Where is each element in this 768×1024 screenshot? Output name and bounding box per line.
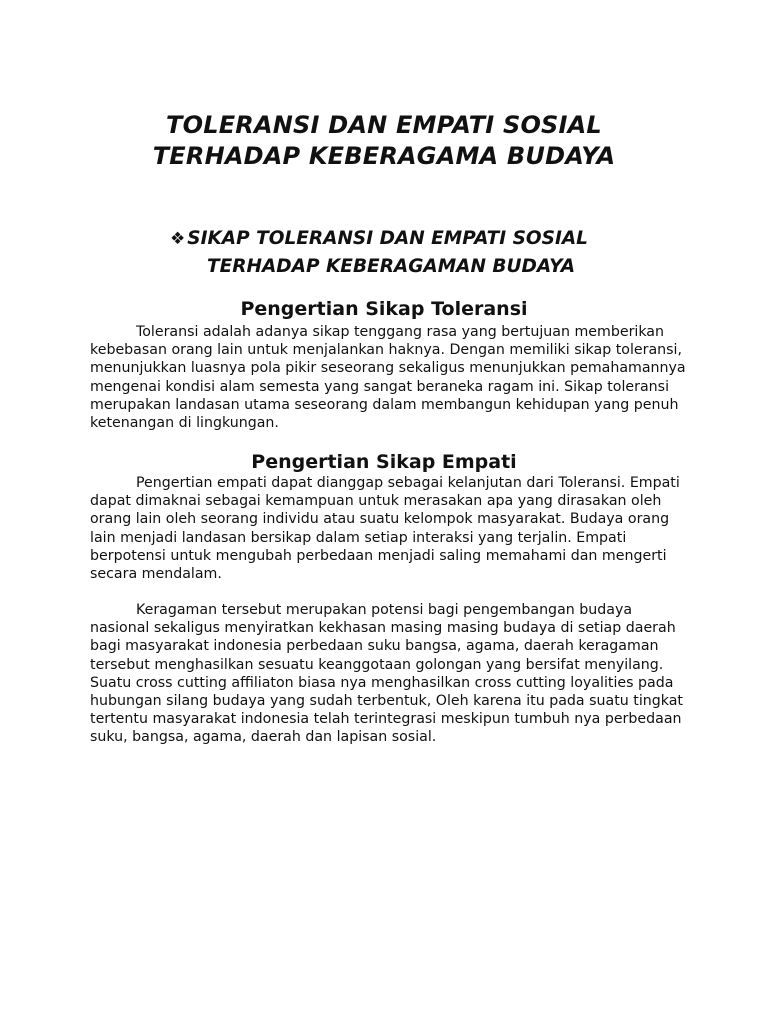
- title-line-1: TOLERANSI DAN EMPATI SOSIAL: [166, 111, 602, 139]
- paragraph: Keragaman tersebut merupakan potensi bagi pengembangan budaya nasional sekaligus menyiratkan kekhasan masing masing budaya di setiap daerah bagi masyarakat indonesia perbedaan suku bangsa, agama, daerah keragaman tersebut menghasilkan sesuatu keanggotaan golongan yang bersifat menyilang. Suatu cross cutting affiliaton biasa nya menghasilkan cross cutting loyalities pada hubungan silang budaya yang sudah terbentuk, Oleh karena itu pada suatu tingkat tertentu masyarakat indonesia telah terintegrasi meskipun tumbuh nya perbedaan suku, bangsa, agama, daerah dan lapisan sosial.: [90, 602, 683, 746]
- section-toleransi-body: [90, 323, 690, 432]
- paragraph: Pengertian empati dapat dianggap sebagai kelanjutan dari Toleransi. Empati dapat dimaknai sebagai kemampuan untuk merasakan apa yang dirasakan oleh orang lain oleh seorang individu atau suatu kelompok masyarakat. Budaya orang lain menjadi landasan bersikap dalam setiap interaksi yang terjalin. Empati berpotensi untuk mengubah perbedaan menjadi saling memahami dan mengerti secara mendalam.: [90, 475, 680, 583]
- document-title: [0, 110, 768, 172]
- subtitle-line-2: TERHADAP KEBERAGAMAN BUDAYA: [207, 256, 576, 277]
- section-subtitle: [170, 225, 690, 280]
- title-line-2: TERHADAP KEBERAGAMA BUDAYA: [152, 142, 616, 170]
- section-keragaman-body: [90, 601, 690, 747]
- heading-toleransi: Pengertian Sikap Toleransi: [240, 298, 528, 320]
- paragraph: Toleransi adalah adanya sikap tenggang rasa yang bertujuan memberikan kebebasan orang lain untuk menjalankan haknya. Dengan memiliki sikap toleransi, menunjukkan luasnya pola pikir seseorang sekaligus menunjukkan pemahamannya mengenai kondisi alam semesta yang sangat beraneka ragam ini. Sikap toleransi merupakan landasan utama seseorang dalam membangun kehidupan yang penuh ketenangan di lingkungan.: [90, 324, 686, 432]
- diamond-bullet-icon: ❖: [170, 229, 186, 249]
- section-empati-body: [90, 474, 690, 583]
- heading-empati: Pengertian Sikap Empati: [251, 451, 517, 473]
- subtitle-line-1: SIKAP TOLERANSI DAN EMPATI SOSIAL: [187, 228, 588, 249]
